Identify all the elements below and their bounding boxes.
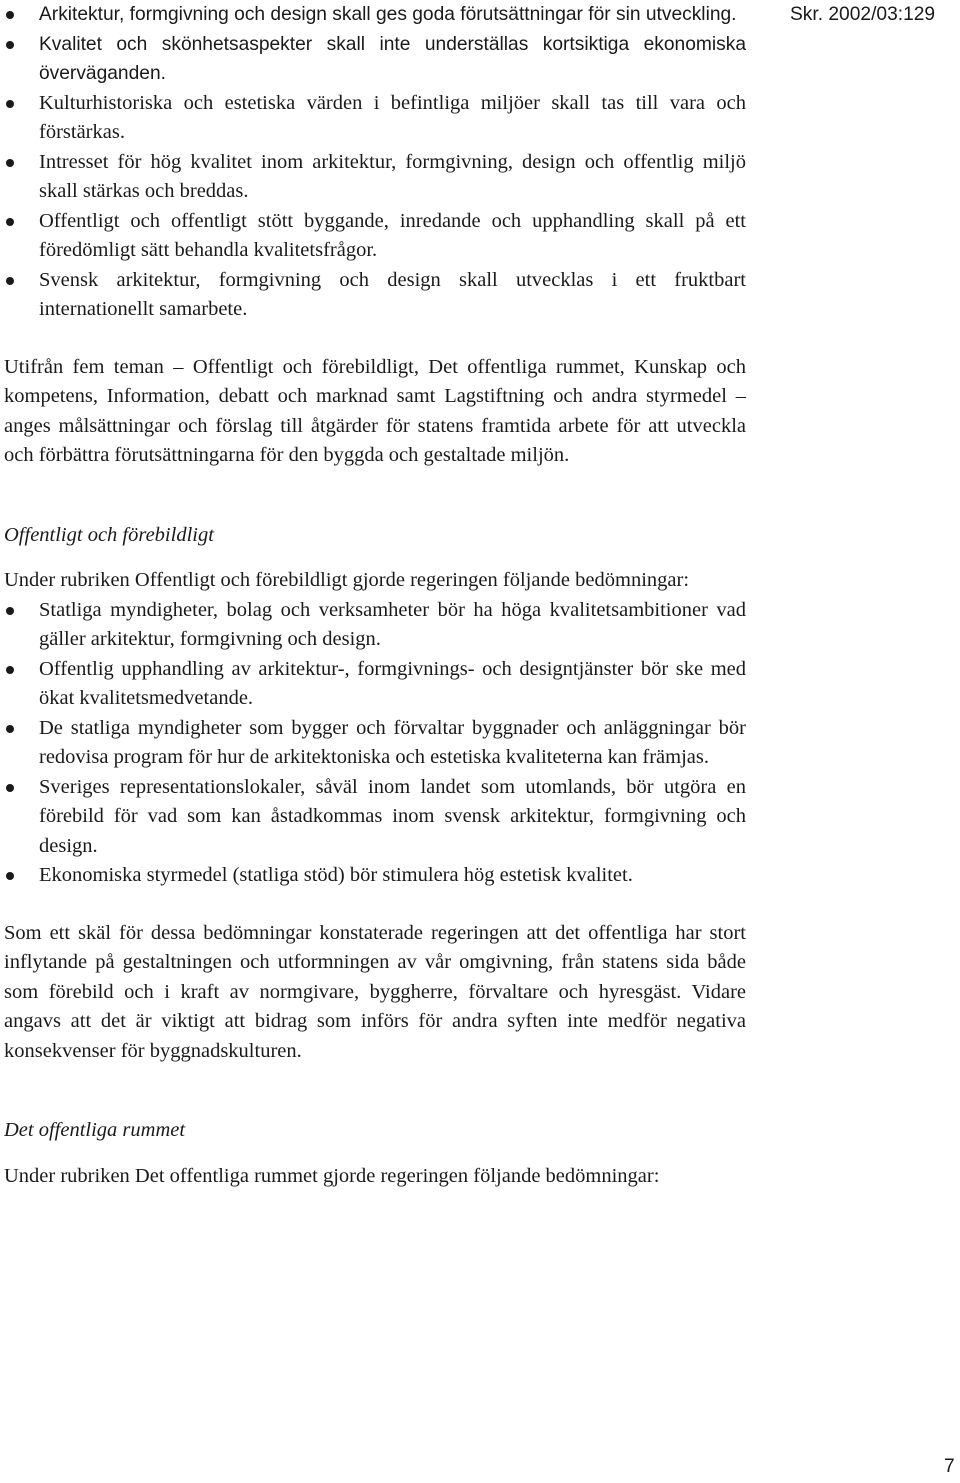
themes-paragraph: Utifrån fem teman – Offentligt och förebildligt, Det offentliga rummet, Kunskap och kompetens, Information, debatt och marknad samt Lagstiftning och andra styrmedel – anges målsättningar och förslag till åtgärder för statens framtida arbete för att utveckla och förbättra förutsättningarna för den byggda och gestaltade miljön.: [4, 355, 746, 466]
bullet-icon: [6, 607, 14, 615]
bullet-icon: [6, 11, 14, 19]
list-item-text: Sveriges representationslokaler, såväl inom landet som utomlands, bör utgöra en förebild för vad som kan åstadkommas inom svensk arkitektur, formgivning och design.: [39, 775, 746, 857]
intro-bullet-list: [4, 0, 746, 89]
list-item-text: Kvalitet och skönhetsaspekter skall inte underställas kortsiktiga ekonomiska överväganden.: [39, 33, 746, 84]
list-item-text: Intresset för hög kvalitet inom arkitektur, formgivning, design och offentlig miljö skall stärkas och breddas.: [39, 150, 746, 202]
bullet-icon: [6, 41, 14, 49]
list-item-text: Ekonomiska styrmedel (statliga stöd) bör stimulera hög estetisk kvalitet.: [39, 864, 633, 886]
list-item: [4, 596, 746, 655]
bullet-icon: [6, 277, 14, 285]
list-item-text: Svensk arkitektur, formgivning och design skall utvecklas i ett fruktbart internationellt samarbete.: [39, 268, 746, 320]
assessment-bullet-list: [4, 596, 746, 891]
list-item: [4, 207, 746, 266]
intro-bullet-list-continued: [4, 89, 746, 325]
bullet-icon: [6, 159, 14, 167]
bullet-icon: [6, 725, 14, 733]
list-item: [4, 0, 746, 30]
list-item: [4, 861, 746, 891]
page-number: 7: [944, 1456, 955, 1477]
bullet-icon: [6, 666, 14, 674]
bullet-icon: [6, 872, 14, 880]
list-item-text: Kulturhistoriska och estetiska värden i befintliga miljöer skall tas till vara och förstärkas.: [39, 91, 746, 143]
section-heading-offentligt: Offentligt och förebildligt: [4, 523, 214, 546]
list-item-text: Statliga myndigheter, bolag och verksamheter bör ha höga kvalitetsambitioner vad gäller arkitektur, formgivning och design.: [39, 598, 746, 650]
closing-paragraph: Som ett skäl för dessa bedömningar konstaterade regeringen att det offentliga har stort inflytande på gestaltningen och utformningen av vår omgivning, från statens sida både som förebild och i kraft av normgivare, byggherre, förvaltare och hyresgäst. Vidare angavs att det är viktigt att bidrag som införs för andra syften inte medför negativa konsekvenser för byggnadskulturen.: [4, 921, 746, 1062]
bullet-icon: [6, 100, 14, 108]
section-intro-rummet: Under rubriken Det offentliga rummet gjorde regeringen följande bedömningar:: [4, 1164, 660, 1187]
bullet-icon: [6, 218, 14, 226]
list-item: [4, 655, 746, 714]
list-item: [4, 773, 746, 862]
list-item-text: De statliga myndigheter som bygger och förvaltar byggnader och anläggningar bör redovisa program för hur de arkitektoniska och estetiska kvaliteterna kan främjas.: [39, 716, 746, 768]
list-item: [4, 30, 746, 89]
page-body: [4, 0, 746, 1191]
list-item: [4, 266, 746, 325]
list-item: [4, 89, 746, 148]
list-item-text: Offentlig upphandling av arkitektur-, formgivnings- och designtjänster bör ske med ökat kvalitetsmedvetande.: [39, 657, 746, 709]
document-reference: Skr. 2002/03:129: [790, 4, 936, 25]
list-item-text: Arkitektur, formgivning och design skall ges goda förutsättningar för sin utveckling.: [39, 4, 737, 25]
bullet-icon: [6, 784, 14, 792]
list-item-text: Offentligt och offentligt stött byggande, inredande och upphandling skall på ett föredömligt sätt behandla kvalitetsfrågor.: [39, 209, 746, 261]
list-item: [4, 148, 746, 207]
section-intro-offentligt: Under rubriken Offentligt och förebildligt gjorde regeringen följande bedömningar:: [4, 569, 690, 591]
section-heading-rummet: Det offentliga rummet: [4, 1119, 186, 1141]
list-item: [4, 714, 746, 773]
